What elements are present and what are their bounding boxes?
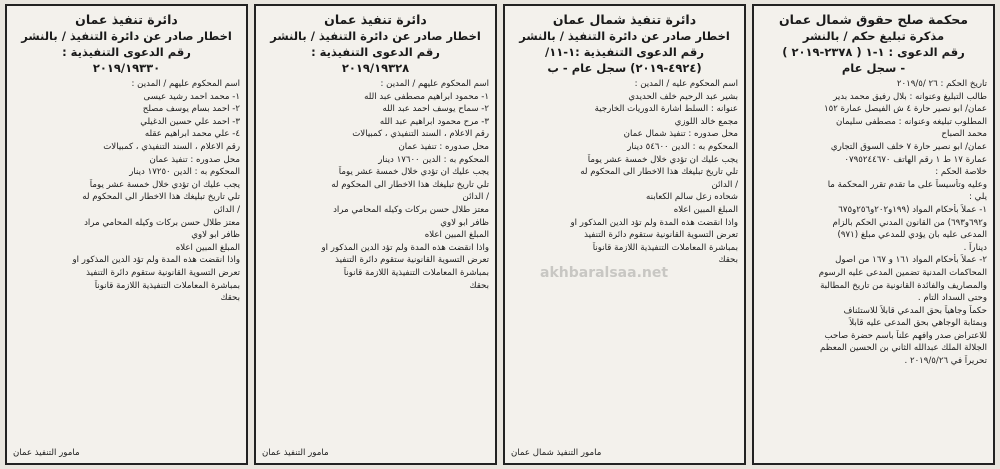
notice-line: المحكوم به : الدين ١٧٢٥٠ دينار [129,167,240,178]
notice-line: اسم المحكوم عليهم / المدين : [131,79,240,89]
notice-line: بمباشرة المعاملات التنفيذية اللازمة قانوناً [94,280,240,291]
notice-line: خلاصة الحكم : [935,167,987,178]
notice-line: واذا انقضت هذه المدة ولم تؤد الدين المذكور او [321,242,489,253]
notice-north-amman [503,4,746,465]
notice-line: و٦٩٢و٦٩٣) من القانون المدني الحكم بالزام [832,217,987,228]
notice-line: رقم الاعلام ، السند التنفيذي ، كمبيالات [352,129,489,140]
notice-line: عمارة ١٧ ط ١ رقم الهاتف ٠٧٩٥٢٤٤٦٧٠ [844,154,987,165]
notice-line: شحاده زعل سالم الكعابنه [646,192,738,203]
notice-line: ٢- سماح يوسف احمد عبد الله [382,104,489,115]
notice-line: حكماً وجاهياً بحق المدعي قابلاً للاستئناف [843,305,987,316]
notice-line: المحكوم به : الدين ١٧٦٠٠ دينار [378,154,489,165]
notice-line: معتز طلال حسن بركات وكيله المحامي مراد [84,217,240,228]
case-number: رقم الدعوى التنفيذية : [62,45,191,59]
notice-line: وعليه وتأسيساً على ما تقدم تقرر المحكمة ما [827,179,987,190]
notice-court [752,4,995,465]
notice-line: المبلغ المبين اعلاه [673,204,738,215]
notice-line: ١- محمد احمد رشيد عيسى [143,91,240,102]
notice-line: المبلغ المبين اعلاه [175,242,240,253]
notice-line: للاعتراض صدر وافهم علناً باسم حضرة صاحب [824,330,987,341]
notice-line: تلي تاريخ تبليغك هذا الاخطار الى المحكوم له [331,179,489,190]
notice-body [262,78,489,292]
notice-title: دائرة تنفيذ شمال عمان [552,12,697,27]
notice-line: واذا انقضت هذه المدة ولم تؤد الدين المذكور او [72,255,240,266]
notice-footer-signature: مامور التنفيذ عمان [13,448,80,458]
notice-line: تلي تاريخ تبليغك هذا الاخطار الى المحكوم له [82,192,240,203]
notice-body [13,78,240,305]
notice-line: واذا انقضت هذه المدة ولم تؤد الدين المذكور او [570,217,738,228]
notice-amman-19330 [5,4,248,465]
notice-line: تحريراً في ٢٠١٩/٥/٢٦ . [904,356,987,367]
notice-line: / الدائن [213,204,240,215]
notice-line: يجب عليك ان تؤدي خلال خمسة عشر يوماً [587,154,738,165]
case-number: رقم الدعوى التنفيذية :١-١١/ [545,45,704,59]
notice-line: / الدائن [711,179,738,190]
notice-line: محل صدوره : تنفيذ عمان [149,154,240,165]
notice-line: المحكوم به : الدين ٥٤٦٠٠ دينار [627,141,738,152]
notice-footer-signature: مامور التنفيذ شمال عمان [511,448,602,458]
notice-line: الجلالة الملك عبدالله الثاني بن الحسين المعظم [820,343,987,354]
notice-subtitle: اخطار صادر عن دائرة التنفيذ / بالنشر [21,29,232,43]
notice-line: المطلوب تبليغه وعنوانه : مصطفى سليمان [836,116,987,127]
notice-line: والمصاريف والفائدة القانونية من تاريخ المطالبة [820,280,987,291]
notice-title: دائرة تنفيذ عمان [75,12,178,27]
notice-line: عمان/ ابو نصير حارة ٤ ش الفيصل عمارة ١٥٢ [823,104,987,115]
notice-line: يجب عليك ان تؤدي خلال خمسة عشر يوماً [89,179,240,190]
notice-line: / الدائن [462,192,489,203]
case-number: رقم الدعوى : ١-١ ( ٢٣٧٨-٢٠١٩ ) [782,45,965,59]
notice-body [511,78,738,267]
notice-line: ديناراً . [963,242,987,253]
notice-line: طالب التبليغ وعنوانه : بلال رفيق محمد بدير [833,91,987,102]
notice-header [262,11,489,76]
notice-line: بحقك [469,280,489,291]
watermark-text: akhbaralsaa.net [540,265,669,281]
notice-line: محل صدوره : تنفيذ عمان [398,141,489,152]
notice-line: وبمثابة الوجاهي بحق المدعى عليه قابلاً [849,318,987,329]
notice-line: اسم المحكوم عليه / المدين : [634,79,738,89]
case-number-cont: (٤٩٢٤-٢٠١٩) سجل عام - ب [547,61,702,75]
notice-line: عنوانه : السلط اشارة الدوريات الخارجية [594,104,738,115]
notice-line: المبلغ المبين اعلاه [424,230,489,241]
notice-title: محكمة صلح حقوق شمال عمان [778,12,969,27]
notice-line: تعرض التسوية القانونية ستقوم دائرة التنفيذ [86,267,240,278]
notice-line: تعرض التسوية القانونية ستقوم دائرة التنفيذ [335,255,489,266]
notice-subtitle: اخطار صادر عن دائرة التنفيذ / بالنشر [270,29,481,43]
notice-title: دائرة تنفيذ عمان [324,12,427,27]
notice-line: ٢- احمد بسام يوسف مصلح [142,104,240,115]
notice-line: ٤- علي محمد ابراهيم عقله [144,129,240,140]
notice-line: رقم الاعلام ، السند التنفيذي ، كمبيالات [103,141,240,152]
notice-line: يجب عليك ان تؤدي خلال خمسة عشر يوماً [338,167,489,178]
notice-line: تعرض التسوية القانونية ستقوم دائرة التنفيذ [584,230,738,241]
notice-line: مجمع خالد اللوزي [674,116,738,127]
notice-line: ظافر ابو لاوي [191,230,240,241]
notice-line: بمباشرة المعاملات التنفيذية اللازمة قانوناً [343,267,489,278]
notice-header [511,11,738,76]
case-number-cont: ٢٠١٩/١٩٣٢٨ [341,61,410,75]
notice-header [13,11,240,76]
notice-line: بشير عبد الرحيم خلف الحديدي [628,91,738,102]
notice-footer-signature: مامور التنفيذ عمان [262,448,329,458]
notice-line: تاريخ الحكم : ٢٦ /٢٠١٩/٥ [896,79,987,89]
notice-line: ظافر ابو لاوي [440,217,489,228]
notice-line: بحقك [718,255,738,266]
notice-line: ٢- عملاً بأحكام المواد ١٦١ و ١٦٧ من اصول [835,255,987,266]
notice-line: وحتى السداد التام . [917,293,987,304]
notice-line: ١- محمود ابراهيم مصطفى عبد الله [364,91,489,102]
notice-line: تلي تاريخ تبليغك هذا الاخطار الى المحكوم له [580,167,738,178]
case-number-cont: ٢٠١٩/١٩٣٣٠ [92,61,161,75]
case-number-cont: - سجل عام [841,61,906,75]
case-number: رقم الدعوى التنفيذية : [311,45,440,59]
notice-line: محل صدوره : تنفيذ شمال عمان [623,129,738,140]
notice-line: ٣- احمد علي حسين الدغيلي [140,116,240,127]
notice-line: المحاكمات المدنية تضمين المدعى عليه الرسوم [818,267,987,278]
notice-line: عمان/ ابو نصير حارة ٧ خلف السوق التجاري [830,141,987,152]
notice-header [760,11,987,76]
notice-body [760,78,987,368]
notice-line: يلي : [968,192,987,203]
notice-amman-19328 [254,4,497,465]
notice-subtitle: اخطار صادر عن دائرة التنفيذ / بالنشر [519,29,730,43]
notice-line: ١- عملاً بأحكام المواد (١٩٩و٢٠٢و٢٥٦و٦٧٥ [838,204,987,215]
notice-line: اسم المحكوم عليهم / المدين : [380,79,489,89]
notice-line: بمباشرة المعاملات التنفيذية اللازمة قانوناً [592,242,738,253]
notice-line: ٣- مرح محمود ابراهيم عبد الله [379,116,489,127]
notice-line: معتز طلال حسن بركات وكيله المحامي مراد [333,204,489,215]
notice-line: المدعى عليه بان يؤدي للمدعي مبلغ (٩٧١) [837,230,987,241]
notice-line: بحقك [220,293,240,304]
notice-line: محمد الصباح [941,129,987,140]
notice-subtitle: مذكرة تبليغ حكم / بالنشر [802,29,945,43]
